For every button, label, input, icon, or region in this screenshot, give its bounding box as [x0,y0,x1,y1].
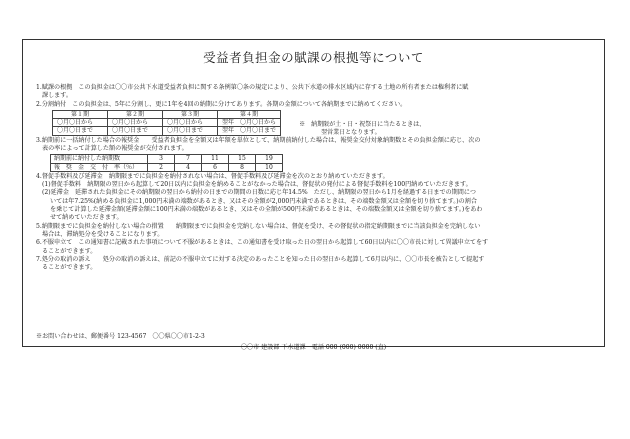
installment-area [36,109,596,137]
section-5: 5.納期限までに負担金を納付しない場合の措置 納期限までに負担金を完納しない場合は、督促を受け、その督促状の指定納期限までに当該負担金を完納しない [36,222,481,230]
reward-cell: 3 [148,155,175,163]
reward-row-count [51,155,283,163]
installment-cell: 〇月〇日から [163,119,218,127]
section-2: 2.分割納付 この負担金は、5年に分割し、更に1年を4回の納期に分けてあります。各期の金額について各納期までに納めてください。 [36,100,407,108]
installment-cell: 翌年 〇月〇日から [218,119,281,127]
section-4-1: (1)督促手数料 納期限の翌日から起算して20日以内に負担金を納めることがなかった場合は、督促状の発付による督促手数料を100円納めていただきます。 [42,181,472,189]
due-date-note [299,121,425,137]
installment-cell: 〇月〇日から [108,119,163,127]
section-3-cont: 表の率によって計算した額の報奨金が交付されます。 [42,145,188,153]
section-4: 4.督促手数料及び延滞金 納期限までに負担金を納付されない場合は、督促手数料及び延滞金を次のとおり納めていただきます。 [36,172,389,180]
installment-row-from [53,119,281,127]
due-date-note-line: ※ 納期限が土・日・祝祭日に当たるときは、 [299,120,426,128]
page-title: 受益者負担金の賦課の根拠等について [203,50,424,65]
section-3: 3.納期前に一括納付した場合の報奨金 受益者負担金を全額又は年額を単位として、納期前納付した場合は、報奨金交付対象納期数とその負担金額に応じ、次の [36,136,481,144]
installment-cell: 〇月〇日まで [163,127,218,135]
installment-row-to [53,127,281,135]
installment-header: 第４期 [218,110,281,118]
section-6: 6.不服申立て この通知書に記載された事項について不服があるときは、この通知書を受け取った日の翌日から起算して60日以内に〇〇市長に対して異議申立てをす [36,239,489,247]
installment-cell: 〇月〇日から [53,119,108,127]
reward-cell: 10 [256,163,283,171]
section-7-cont: ることができます。 [42,264,97,272]
reward-cell: 6 [202,163,229,171]
reward-cell: 4 [175,163,202,171]
installment-header: 第２期 [108,110,163,118]
reward-row-rate [51,163,283,171]
installment-table [52,110,281,136]
reward-row-label: 納期前に納付した納期数 [51,155,148,163]
reward-cell: 11 [202,155,229,163]
reward-cell: 19 [256,155,283,163]
installment-cell: 〇月〇日まで [53,127,108,135]
installment-header-row [53,110,281,118]
installment-cell: 翌年 〇月〇日まで [218,127,281,135]
installment-header: 第１期 [53,110,108,118]
footer [23,331,604,351]
reward-rate-table [50,154,283,171]
reward-cell: 2 [148,163,175,171]
section-7: 7.処分の取消の訴え 処分の取消の訴えは、前記の不服申立てに対する決定のあったことを知った日の翌日から起算して6月以内に、〇〇市長を被告として提起す [36,255,485,263]
section-4-2-cont: を乗じて計算した延滞金額(延滞金額に100円未満の端数があるとき、又はその全額が500円未満であるときは、その端数金額又は全額を切り捨てます。)をあわ [50,206,483,214]
section-4-2-cont: せて納めていただきます。 [50,214,123,222]
section-1-cont: 課します。 [42,92,72,100]
reward-cell: 15 [229,155,256,163]
notice-body [36,84,596,272]
inquiry-address: ※お問い合わせは、郵便番号 123-4567 〇〇県〇〇市1-2-3 [36,333,205,340]
section-5-cont: 場合は、滞納処分を受けることになります。 [42,230,164,238]
installment-cell: 〇月〇日まで [108,127,163,135]
section-1: 1.賦課の根拠 この負担金は〇〇市公共下水道受益者負担に関する条例第〇条の規定により、公共下水道の排水区域内に存する土地の所有者または権利者に賦 [36,84,469,91]
contact-info: 〇〇市 建設部 下水道課 電話 000 (000) 0000 (直) [240,344,387,351]
notice-frame [22,39,605,351]
section-4-2-cont: いては年7.25%(納める負担金に1,000円未満の端数があるとき、又はその全額が2,000円未満であるときは、その端数金額又は全額を切り捨てます。)の割合 [50,197,477,205]
due-date-note-line: 翌営業日となります。 [321,128,381,136]
section-6-cont: ることができます。 [42,247,97,255]
section-4-2: (2)延滞金 延滞された負担金にその納期限の翌日から納付の日までの期間の日数に応じ年14.5% ただし、納期限の翌日から1月を経過する日までの期間につ [42,189,476,197]
installment-header: 第３期 [163,110,218,118]
reward-cell: 8 [229,163,256,171]
reward-row-label: 報 奨 金 交 付 率（％） [51,163,148,171]
reward-cell: 7 [175,155,202,163]
